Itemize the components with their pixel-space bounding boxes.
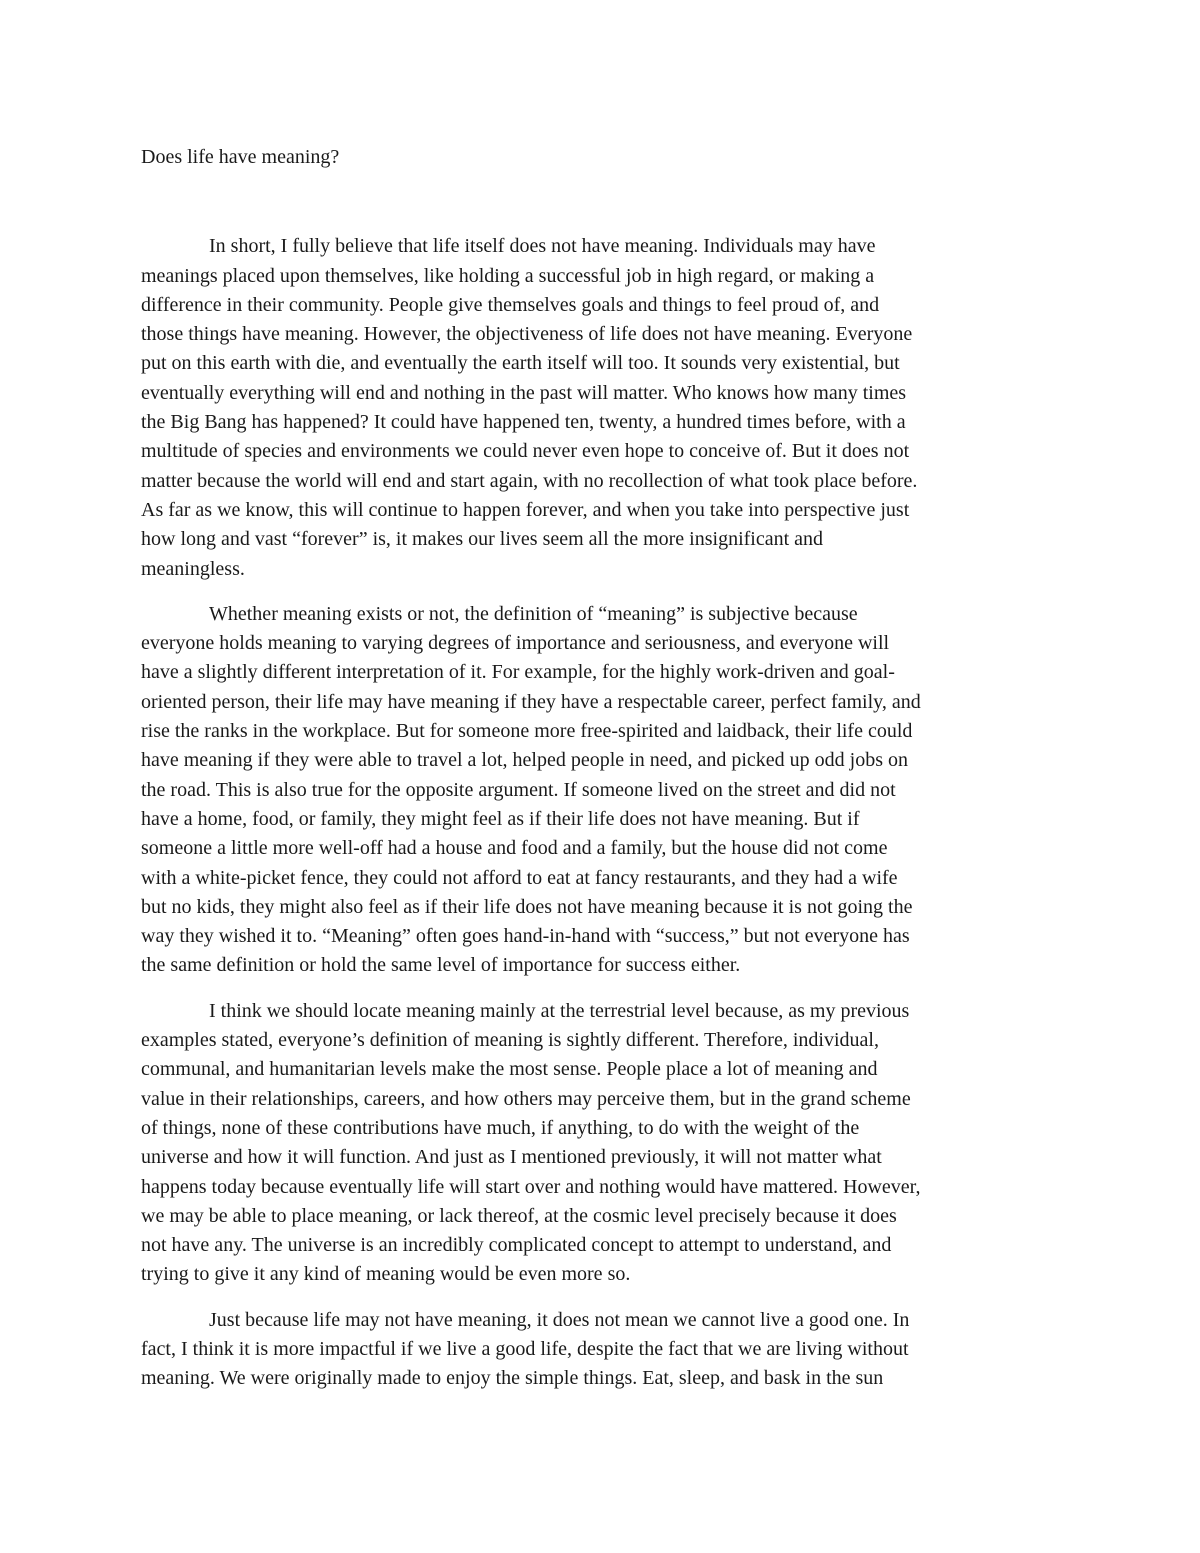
text-line: happens today because eventually life will start over and nothing would have mattered. However, (141, 1175, 921, 1198)
text-line: As far as we know, this will continue to happen forever, and when you take into perspective just (141, 498, 910, 521)
text-line: have meaning if they were able to travel a lot, helped people in need, and picked up odd jobs on (141, 749, 908, 772)
text-line: fact, I think it is more impactful if we live a good life, despite the fact that we are living without (141, 1337, 909, 1360)
text-line: how long and vast “forever” is, it makes our lives seem all the more insignificant and (141, 528, 824, 551)
text-line: examples stated, everyone’s definition of meaning is sightly different. Therefore, individual, (141, 1029, 879, 1052)
body-paragraph (141, 232, 1050, 584)
text-line: but no kids, they might also feel as if their life does not have meaning because it is not going the (141, 895, 913, 918)
body-paragraph (141, 997, 1050, 1290)
text-line: someone a little more well-off had a house and food and a family, but the house did not come (141, 837, 888, 860)
text-line: oriented person, their life may have meaning if they have a respectable career, perfect family, and (141, 690, 921, 713)
document-body (141, 232, 1050, 1393)
text-line: not have any. The universe is an incredibly complicated concept to attempt to understand, and (141, 1234, 892, 1257)
text-line: Whether meaning exists or not, the definition of “meaning” is subjective because (209, 602, 858, 625)
document-title: Does life have meaning? (141, 146, 340, 168)
text-line: difference in their community. People give themselves goals and things to feel proud of, and (141, 293, 880, 316)
text-line: multitude of species and environments we could never even hope to conceive of. But it does not (141, 440, 910, 463)
text-line: matter because the world will end and start again, with no recollection of what took place before. (141, 469, 918, 492)
text-line: value in their relationships, careers, and how others may perceive them, but in the grand scheme (141, 1087, 911, 1110)
text-line: way they wished it to. “Meaning” often goes hand-in-hand with “success,” but not everyone has (141, 925, 910, 948)
text-line: communal, and humanitarian levels make the most sense. People place a lot of meaning and (141, 1058, 878, 1081)
text-line: meanings placed upon themselves, like holding a successful job in high regard, or making a (141, 264, 875, 287)
text-line: put on this earth with die, and eventually the earth itself will too. It sounds very existential, but (141, 352, 900, 375)
text-line: meaning. We were originally made to enjoy the simple things. Eat, sleep, and bask in the sun (141, 1367, 884, 1390)
text-line: the road. This is also true for the opposite argument. If someone lived on the street and did not (141, 778, 896, 801)
text-line: meaningless. (141, 557, 245, 580)
text-line: have a home, food, or family, they might feel as if their life does not have meaning. But if (141, 807, 860, 830)
text-line: have a slightly different interpretation of it. For example, for the highly work-driven and goal- (141, 661, 895, 684)
text-line: everyone holds meaning to varying degrees of importance and seriousness, and everyone will (141, 632, 890, 655)
text-line: we may be able to place meaning, or lack thereof, at the cosmic level precisely because it does (141, 1204, 897, 1227)
text-line: universe and how it will function. And just as I mentioned previously, it will not matter what (141, 1146, 882, 1169)
text-line: I think we should locate meaning mainly at the terrestrial level because, as my previous (209, 999, 910, 1022)
text-line: with a white-picket fence, they could not afford to eat at fancy restaurants, and they had a wife (141, 866, 898, 889)
text-line: those things have meaning. However, the objectiveness of life does not have meaning. Everyone (141, 323, 913, 346)
body-paragraph (141, 600, 1050, 981)
text-line: Just because life may not have meaning, it does not mean we cannot live a good one. In (209, 1308, 910, 1331)
text-line: In short, I fully believe that life itself does not have meaning. Individuals may have (209, 235, 876, 258)
text-line: of things, none of these contributions have much, if anything, to do with the weight of the (141, 1116, 860, 1139)
body-paragraph (141, 1306, 1050, 1394)
text-line: the same definition or hold the same level of importance for success either. (141, 954, 741, 977)
text-line: eventually everything will end and nothing in the past will matter. Who knows how many times (141, 381, 907, 404)
text-line: trying to give it any kind of meaning would be even more so. (141, 1263, 631, 1286)
text-line: the Big Bang has happened? It could have happened ten, twenty, a hundred times before, with a (141, 411, 906, 434)
text-line: rise the ranks in the workplace. But for someone more free-spirited and laidback, their life could (141, 720, 913, 743)
